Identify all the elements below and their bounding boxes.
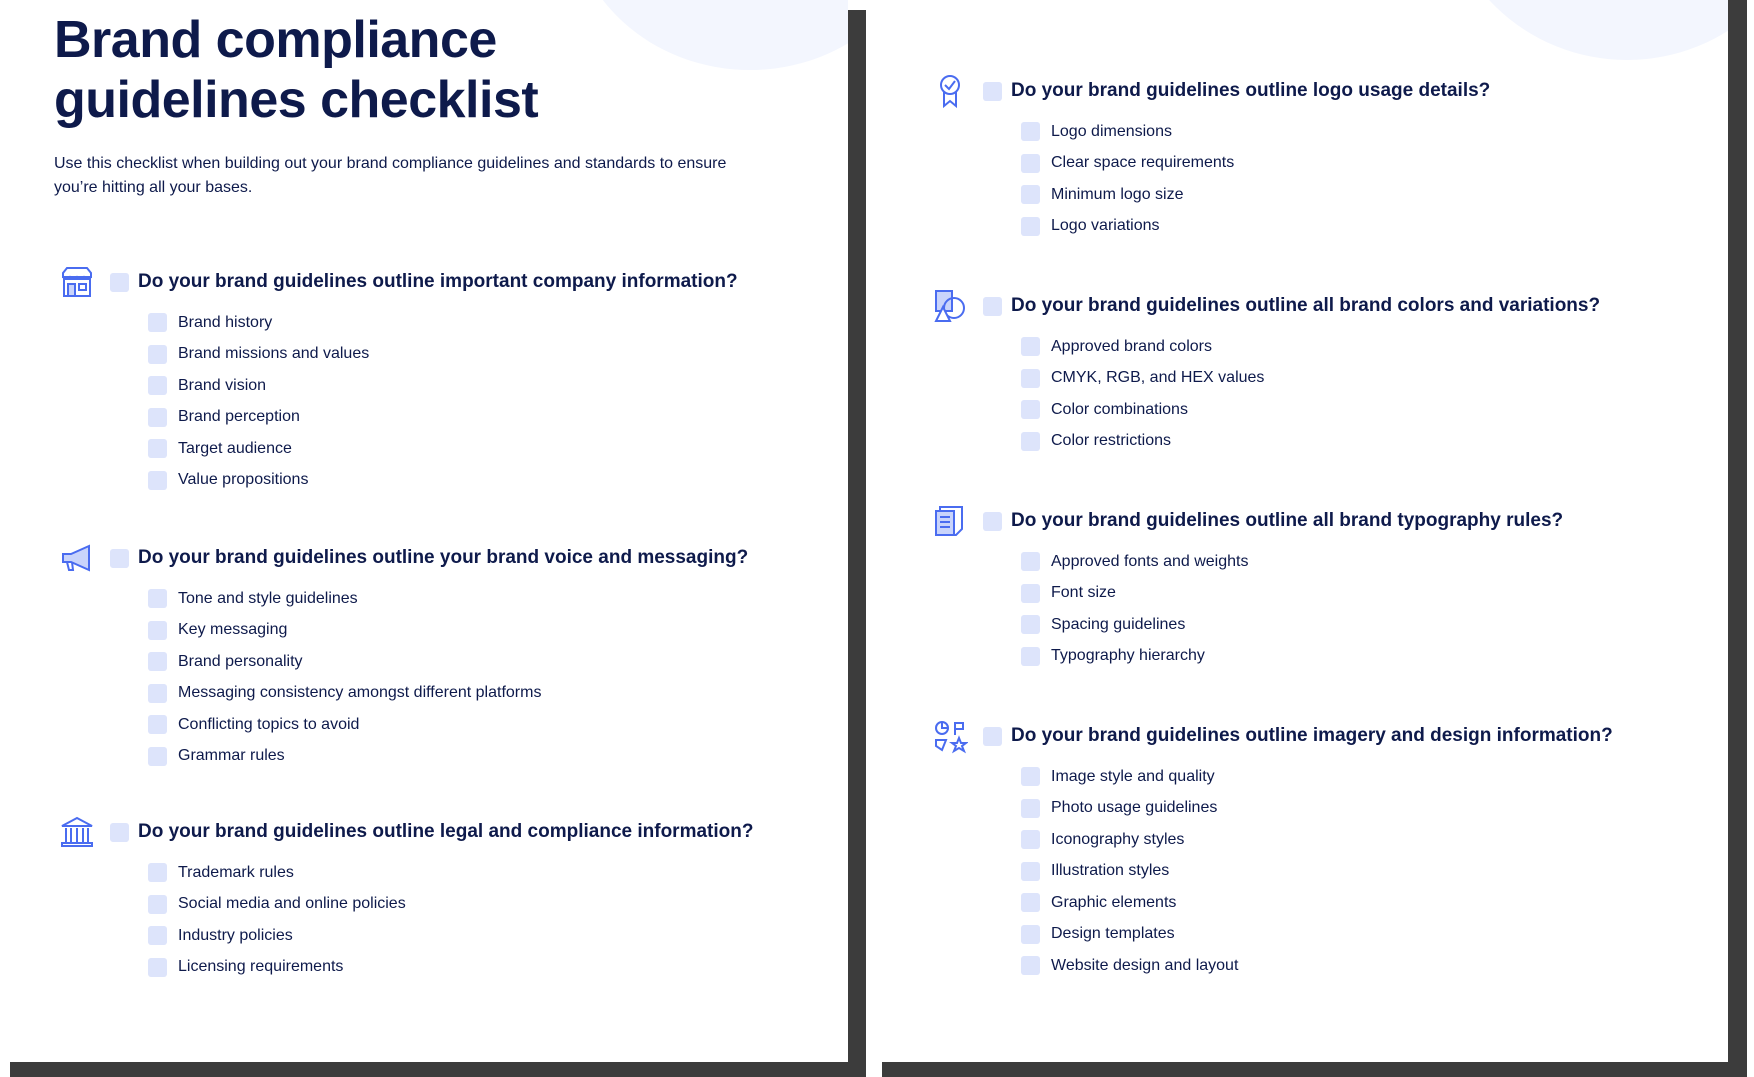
checklist-item[interactable] <box>1021 856 1613 888</box>
item-label: Grammar rules <box>178 747 285 765</box>
section-checkbox[interactable] <box>110 549 129 568</box>
item-checkbox[interactable] <box>148 715 167 734</box>
item-label: Website design and layout <box>1051 956 1239 974</box>
item-checkbox[interactable] <box>1021 337 1040 356</box>
item-checkbox[interactable] <box>1021 893 1040 912</box>
item-checkbox[interactable] <box>148 471 167 490</box>
page-left <box>0 0 848 1062</box>
item-checkbox[interactable] <box>1021 369 1040 388</box>
checklist-item[interactable] <box>148 741 748 773</box>
item-checkbox[interactable] <box>1021 956 1040 975</box>
item-checkbox[interactable] <box>148 621 167 640</box>
checklist-item[interactable] <box>1021 148 1490 180</box>
item-label: Logo dimensions <box>1051 122 1172 140</box>
intro-text <box>54 152 794 200</box>
item-label: Approved fonts and weights <box>1051 552 1249 570</box>
title-line: Brand compliance <box>54 11 497 69</box>
checklist-item[interactable] <box>1021 211 1490 243</box>
section-checkbox[interactable] <box>983 297 1002 316</box>
checklist-item[interactable] <box>1021 950 1613 982</box>
checklist-item[interactable] <box>148 465 738 497</box>
item-label: Iconography styles <box>1051 830 1185 848</box>
item-label: Design templates <box>1051 925 1175 943</box>
checklist-item[interactable] <box>148 920 753 952</box>
item-label: Brand history <box>178 313 273 331</box>
item-checkbox[interactable] <box>1021 400 1040 419</box>
section-checkbox[interactable] <box>983 727 1002 746</box>
page-right <box>872 0 1728 1062</box>
item-checkbox[interactable] <box>1021 799 1040 818</box>
item-label: Tone and style guidelines <box>178 589 358 607</box>
section-question-row <box>931 721 1613 751</box>
checklist-item[interactable] <box>1021 919 1613 951</box>
item-label: Brand missions and values <box>178 345 370 363</box>
section-question: Do your brand guidelines outline all brand colors and variations? <box>1011 295 1601 316</box>
section-checkbox[interactable] <box>110 823 129 842</box>
item-label: Typography hierarchy <box>1051 647 1205 665</box>
checklist-item[interactable] <box>148 646 748 678</box>
checklist-section <box>58 267 738 496</box>
item-checkbox[interactable] <box>1021 584 1040 603</box>
checklist-item[interactable] <box>148 709 748 741</box>
item-checkbox[interactable] <box>1021 185 1040 204</box>
storefront-icon <box>58 263 96 301</box>
item-label: Social media and online policies <box>178 895 406 913</box>
section-question-row <box>58 543 748 573</box>
item-checkbox[interactable] <box>148 376 167 395</box>
item-checkbox[interactable] <box>1021 154 1040 173</box>
page-shadow <box>882 1062 1747 1077</box>
section-checkbox[interactable] <box>110 273 129 292</box>
item-label: Logo variations <box>1051 217 1160 235</box>
item-label: Industry policies <box>178 926 293 944</box>
item-label: Graphic elements <box>1051 893 1177 911</box>
section-question-row <box>58 267 738 297</box>
item-checkbox[interactable] <box>148 439 167 458</box>
shapes-icon <box>931 287 969 325</box>
item-checkbox[interactable] <box>1021 615 1040 634</box>
checklist-section <box>931 76 1490 242</box>
checklist-section <box>931 506 1563 672</box>
item-label: CMYK, RGB, and HEX values <box>1051 369 1265 387</box>
section-question-row <box>931 506 1563 536</box>
section-question: Do your brand guidelines outline your brand voice and messaging? <box>138 547 749 568</box>
section-checkbox[interactable] <box>983 512 1002 531</box>
item-checkbox[interactable] <box>148 408 167 427</box>
item-label: Clear space requirements <box>1051 154 1235 172</box>
item-label: Spacing guidelines <box>1051 615 1186 633</box>
item-label: Messaging consistency amongst different platforms <box>178 684 542 702</box>
title-line: guidelines checklist <box>54 71 539 129</box>
item-checkbox[interactable] <box>1021 122 1040 141</box>
item-checkbox[interactable] <box>148 313 167 332</box>
checklist-item[interactable] <box>148 952 753 984</box>
item-label: Approved brand colors <box>1051 337 1212 355</box>
checklist-section <box>58 543 748 772</box>
checklist-item[interactable] <box>1021 116 1490 148</box>
item-label: Brand vision <box>178 376 267 394</box>
page-shadow <box>1728 0 1747 1077</box>
item-label: Target audience <box>178 439 292 457</box>
section-checkbox[interactable] <box>983 82 1002 101</box>
courthouse-icon <box>58 813 96 851</box>
checklist-item[interactable] <box>148 402 738 434</box>
item-checkbox[interactable] <box>1021 925 1040 944</box>
item-checkbox[interactable] <box>148 652 167 671</box>
checklist-item[interactable] <box>148 889 753 921</box>
section-question: Do your brand guidelines outline legal and compliance information? <box>138 821 754 842</box>
item-label: Image style and quality <box>1051 767 1215 785</box>
decorative-circle <box>570 0 848 70</box>
checklist-item[interactable] <box>1021 426 1600 458</box>
checklist-items <box>58 583 748 772</box>
checklist-item[interactable] <box>1021 824 1613 856</box>
item-checkbox[interactable] <box>148 684 167 703</box>
item-checkbox[interactable] <box>1021 647 1040 666</box>
checklist-section <box>931 721 1613 982</box>
checklist-item[interactable] <box>1021 331 1600 363</box>
item-label: Licensing requirements <box>178 958 344 976</box>
checklist-items <box>58 307 738 496</box>
item-checkbox[interactable] <box>1021 830 1040 849</box>
checklist-item[interactable] <box>148 583 748 615</box>
checklist-item[interactable] <box>1021 793 1613 825</box>
checklist-items <box>931 331 1600 457</box>
checklist-item[interactable] <box>148 615 748 647</box>
item-label: Trademark rules <box>178 863 294 881</box>
checklist-item[interactable] <box>1021 761 1613 793</box>
section-question-row <box>931 76 1490 106</box>
item-label: Photo usage guidelines <box>1051 799 1218 817</box>
award-ribbon-icon <box>931 72 969 110</box>
item-checkbox[interactable] <box>148 958 167 977</box>
item-checkbox[interactable] <box>1021 217 1040 236</box>
checklist-item[interactable] <box>1021 641 1563 673</box>
item-checkbox[interactable] <box>148 863 167 882</box>
item-label: Brand perception <box>178 408 300 426</box>
item-label: Conflicting topics to avoid <box>178 715 360 733</box>
section-question-row <box>931 291 1600 321</box>
design-elements-icon <box>931 717 969 755</box>
item-label: Key messaging <box>178 621 288 639</box>
checklist-item[interactable] <box>1021 363 1600 395</box>
item-checkbox[interactable] <box>148 895 167 914</box>
documents-icon <box>931 502 969 540</box>
checklist-item[interactable] <box>148 307 738 339</box>
item-label: Value propositions <box>178 471 309 489</box>
item-checkbox[interactable] <box>1021 767 1040 786</box>
item-label: Illustration styles <box>1051 862 1170 880</box>
section-question: Do your brand guidelines outline imagery and design information? <box>1011 725 1613 746</box>
checklist-item[interactable] <box>1021 887 1613 919</box>
checklist-items <box>58 857 753 983</box>
checklist-item[interactable] <box>148 857 753 889</box>
checklist-item[interactable] <box>1021 609 1563 641</box>
item-label: Minimum logo size <box>1051 185 1184 203</box>
checklist-item[interactable] <box>1021 546 1563 578</box>
checklist-item[interactable] <box>148 678 748 710</box>
item-checkbox[interactable] <box>148 345 167 364</box>
checklist-item[interactable] <box>1021 179 1490 211</box>
item-checkbox[interactable] <box>148 589 167 608</box>
page-title <box>54 10 538 130</box>
item-label: Color restrictions <box>1051 432 1172 450</box>
page-shadow <box>848 10 866 1077</box>
section-question-row <box>58 817 753 847</box>
intro-line: you’re hitting all your bases. <box>54 179 253 196</box>
checklist-item[interactable] <box>1021 394 1600 426</box>
item-checkbox[interactable] <box>1021 862 1040 881</box>
section-question: Do your brand guidelines outline logo usage details? <box>1011 80 1491 101</box>
checklist-item[interactable] <box>1021 578 1563 610</box>
item-checkbox[interactable] <box>1021 432 1040 451</box>
checklist-items <box>931 116 1490 242</box>
checklist-item[interactable] <box>148 433 738 465</box>
checklist-items <box>931 546 1563 672</box>
item-label: Brand personality <box>178 652 303 670</box>
checklist-section <box>931 291 1600 457</box>
item-checkbox[interactable] <box>148 747 167 766</box>
megaphone-icon <box>58 539 96 577</box>
decorative-circle <box>1442 0 1728 60</box>
checklist-section <box>58 817 753 983</box>
item-label: Font size <box>1051 584 1116 602</box>
item-label: Color combinations <box>1051 400 1188 418</box>
checklist-item[interactable] <box>148 370 738 402</box>
checklist-item[interactable] <box>148 339 738 371</box>
item-checkbox[interactable] <box>148 926 167 945</box>
checklist-items <box>931 761 1613 982</box>
section-question: Do your brand guidelines outline all brand typography rules? <box>1011 510 1564 531</box>
section-question: Do your brand guidelines outline important company information? <box>138 271 738 292</box>
item-checkbox[interactable] <box>1021 552 1040 571</box>
page-shadow <box>10 1062 866 1077</box>
intro-line: Use this checklist when building out your brand compliance guidelines and standards to ensure <box>54 155 727 172</box>
